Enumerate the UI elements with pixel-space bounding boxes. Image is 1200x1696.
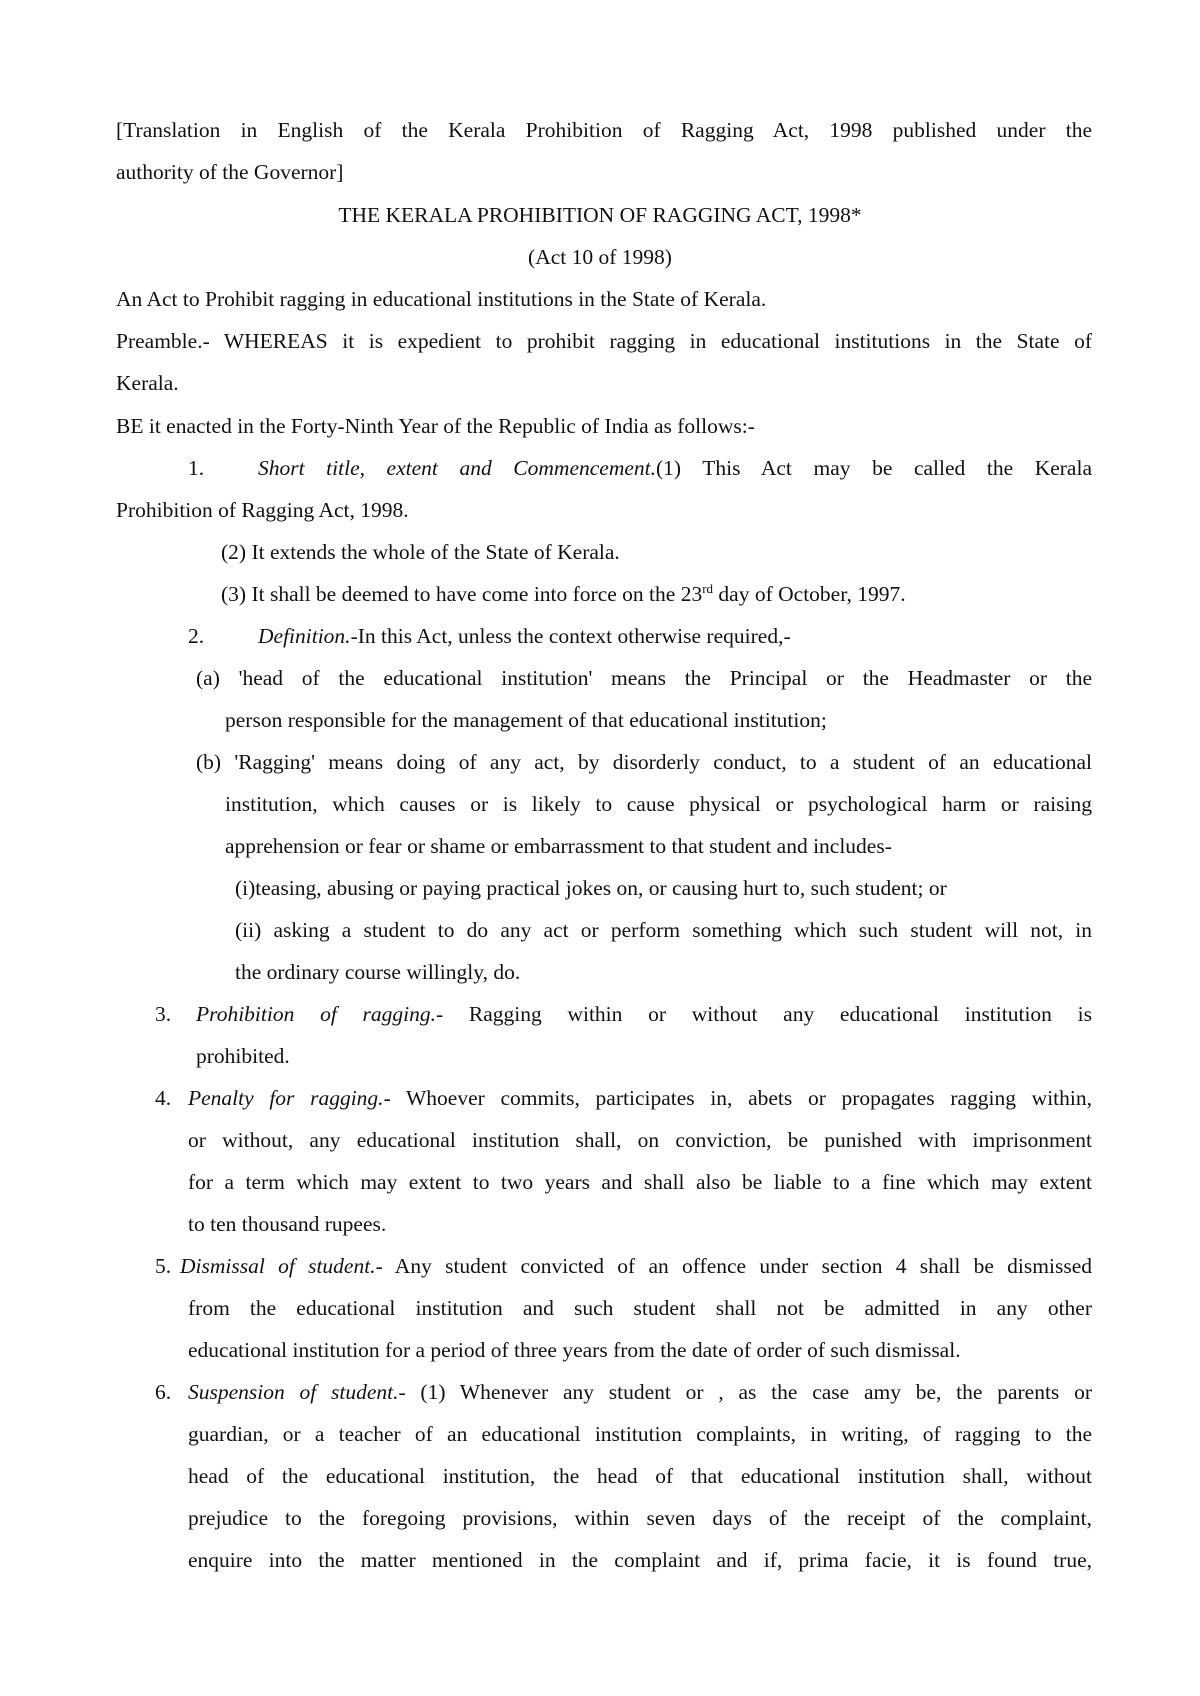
enactment-clause: BE it enacted in the Forty-Ninth Year of the Republic of India as follows:- xyxy=(116,414,755,438)
preamble-line-1: Preamble.- WHEREAS it is expedient to prohibit ragging in educational institutions in the State of xyxy=(116,329,1092,353)
section-6-line-4: prejudice to the foregoing provisions, within seven days of the receipt of the complaint, xyxy=(188,1506,1092,1530)
sub-clause-ii-line-1: (ii) asking a student to do any act or perform something which such student will not, in xyxy=(235,918,1092,942)
section-6-line-5: enquire into the matter mentioned in the complaint and if, prima facie, it is found true, xyxy=(188,1548,1092,1572)
section-2-text: -In this Act, unless the context otherwise required,- xyxy=(350,624,791,648)
clause-a-line-2: person responsible for the management of that educational institution; xyxy=(225,708,827,732)
sub-clause-i: (i)teasing, abusing or paying practical jokes on, or causing hurt to, such student; or xyxy=(235,876,947,900)
clause-b-line-1: (b) 'Ragging' means doing of any act, by disorderly conduct, to a student of an educational xyxy=(196,750,1092,774)
translation-note-line-1: [Translation in English of the Kerala Prohibition of Ragging Act, 1998 published under the xyxy=(116,118,1092,142)
section-4-line-1 xyxy=(188,1085,1092,1111)
section-2-number: 2. xyxy=(188,624,205,648)
section-4-heading: Penalty for ragging. xyxy=(188,1086,384,1110)
section-1-number: 1. xyxy=(188,456,205,480)
subsection-3-text: (3) It shall be deemed to have come into force on the 23 xyxy=(221,582,703,606)
section-2-line-1 xyxy=(258,623,791,649)
section-4-line-4: to ten thousand rupees. xyxy=(188,1212,387,1236)
section-4-line-2: or without, any educational institution shall, on conviction, be punished with imprisonment xyxy=(188,1128,1092,1152)
section-6-heading: Suspension of student. xyxy=(188,1380,399,1404)
subsection-3-date: day of October, 1997. xyxy=(713,582,906,606)
clause-b-line-3: apprehension or fear or shame or embarrassment to that student and includes- xyxy=(225,834,892,858)
section-4-number: 4. xyxy=(155,1086,172,1110)
section-1-heading: Short title, extent and Commencement. xyxy=(258,456,656,480)
section-1-subsection-2: (2) It extends the whole of the State of Kerala. xyxy=(221,540,620,564)
act-title: THE KERALA PROHIBITION OF RAGGING ACT, 1998* xyxy=(338,203,862,227)
preamble-line-2: Kerala. xyxy=(116,371,179,395)
ordinal-suffix: rd xyxy=(702,581,714,596)
long-title: An Act to Prohibit ragging in educational institutions in the State of Kerala. xyxy=(116,287,767,311)
section-5-text: - Any student convicted of an offence under section 4 shall be dismissed xyxy=(375,1254,1092,1278)
section-6-text: - (1) Whenever any student or , as the case amy be, the parents or xyxy=(398,1380,1092,1404)
section-6-line-1 xyxy=(188,1379,1092,1405)
section-3-heading: Prohibition of ragging. xyxy=(196,1002,436,1026)
translation-note-line-2: authority of the Governor] xyxy=(116,160,344,184)
section-4-text: - Whoever commits, participates in, abets or propagates ragging within, xyxy=(383,1086,1092,1110)
section-3-number: 3. xyxy=(155,1002,172,1026)
sub-clause-ii-line-2: the ordinary course willingly, do. xyxy=(235,960,521,984)
section-1-subsection-3 xyxy=(221,581,906,610)
section-6-number: 6. xyxy=(155,1380,172,1404)
section-1-line-1 xyxy=(258,455,1092,481)
section-3-line-2: prohibited. xyxy=(196,1044,290,1068)
section-5-number: 5. xyxy=(155,1254,172,1278)
section-1-line-2: Prohibition of Ragging Act, 1998. xyxy=(116,498,409,522)
section-3-text: - Ragging within or without any educational institution is xyxy=(435,1002,1092,1026)
clause-a-line-1: (a) 'head of the educational institution' means the Principal or the Headmaster or the xyxy=(196,666,1092,690)
clause-b-line-2: institution, which causes or is likely to cause physical or psychological harm or raising xyxy=(225,792,1092,816)
act-number: (Act 10 of 1998) xyxy=(528,245,672,269)
section-5-heading: Dismissal of student. xyxy=(180,1254,376,1278)
section-3-line-1 xyxy=(196,1001,1092,1027)
section-6-line-3: head of the educational institution, the head of that educational institution shall, without xyxy=(188,1464,1092,1488)
section-5-line-3: educational institution for a period of three years from the date of order of such dismissal. xyxy=(188,1338,961,1362)
section-6-line-2: guardian, or a teacher of an educational institution complaints, in writing, of ragging to the xyxy=(188,1422,1092,1446)
section-1-text: (1) This Act may be called the Kerala xyxy=(655,456,1092,480)
section-5-line-2: from the educational institution and such student shall not be admitted in any other xyxy=(188,1296,1092,1320)
section-4-line-3: for a term which may extent to two years and shall also be liable to a fine which may extent xyxy=(188,1170,1092,1194)
section-5-line-1 xyxy=(180,1253,1092,1279)
section-2-heading: Definition. xyxy=(258,624,351,648)
